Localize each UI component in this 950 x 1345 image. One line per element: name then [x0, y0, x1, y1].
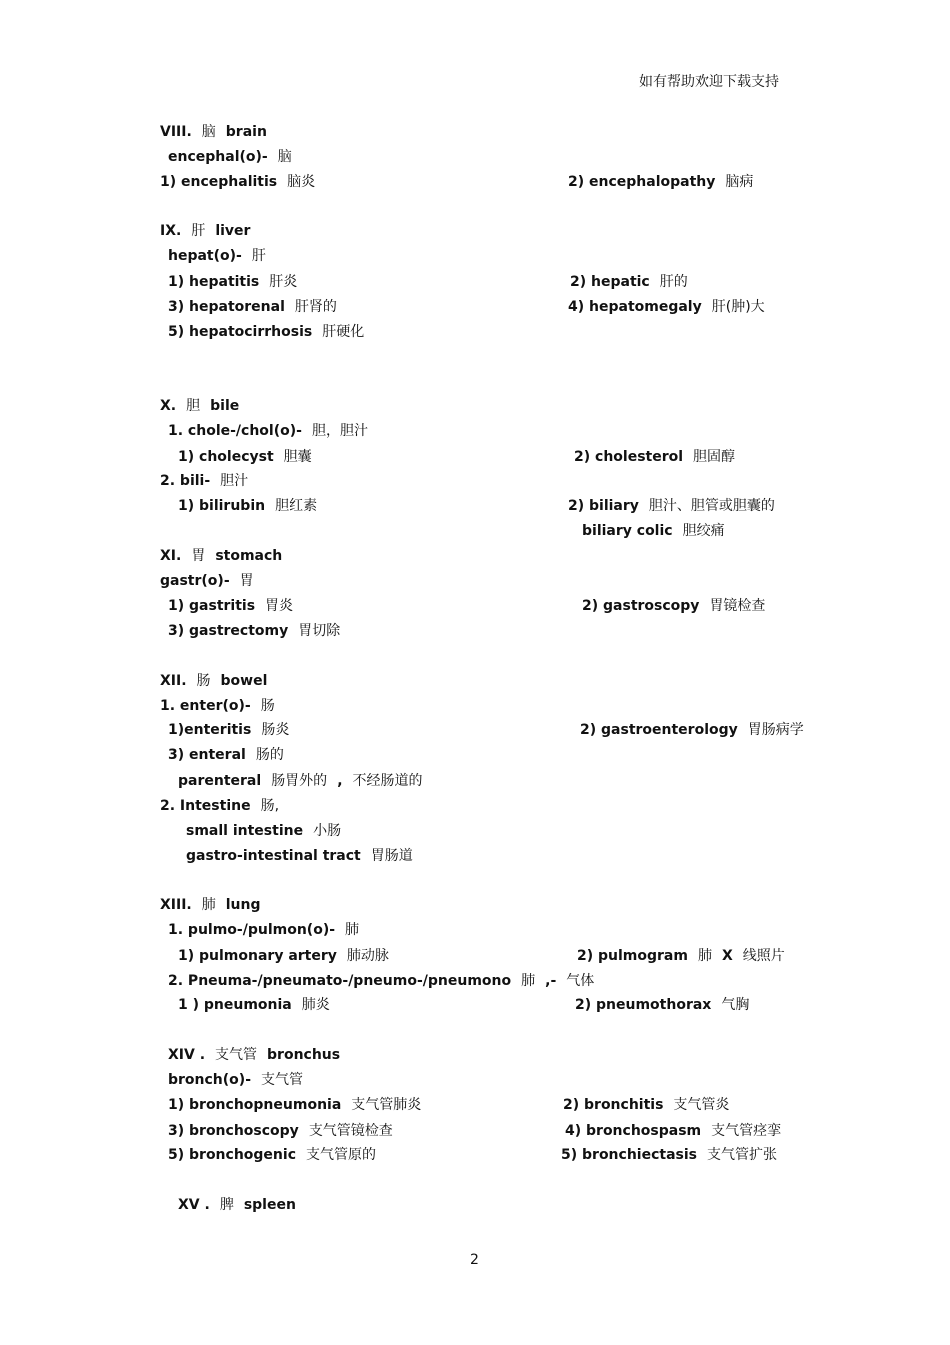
document-line	[565, 1122, 781, 1140]
translation: 支气管	[261, 1072, 304, 1088]
translation: 肠	[260, 698, 275, 714]
term: XIII.	[160, 897, 192, 913]
document-line	[168, 972, 594, 990]
term-extra: lung	[225, 897, 261, 913]
translation: 支气管原的	[306, 1147, 376, 1163]
term: 1. enter(o)-	[160, 698, 251, 714]
translation: 胆囊	[283, 449, 312, 465]
term: 1) encephalitis	[160, 174, 278, 190]
translation: 肠	[196, 673, 211, 689]
translation: 胃肠病学	[747, 722, 804, 738]
translation-extra: 气体	[566, 973, 595, 989]
document-line	[577, 947, 785, 965]
translation: 肺炎	[301, 997, 330, 1013]
term: parenteral	[178, 773, 262, 789]
document-line	[580, 721, 804, 739]
term: 5) bronchiectasis	[561, 1147, 697, 1163]
document-line	[168, 1046, 340, 1064]
term: IX.	[160, 223, 182, 239]
term: 2) pulmogram	[577, 948, 688, 964]
translation-extra: 线照片	[742, 948, 785, 964]
translation: 支气管镜检查	[308, 1123, 393, 1139]
translation: 支气管肺炎	[351, 1097, 422, 1113]
term: 3) enteral	[168, 747, 246, 763]
document-line	[186, 847, 413, 865]
translation: 胃	[239, 573, 254, 589]
document-line	[168, 921, 359, 939]
term: 2) encephalopathy	[568, 174, 716, 190]
translation: 脑炎	[287, 174, 316, 190]
document-line	[582, 522, 725, 540]
document-line	[168, 148, 292, 166]
term: 1. pulmo-/pulmon(o)-	[168, 922, 336, 938]
translation: 脑病	[725, 174, 754, 190]
translation: 肝硬化	[322, 324, 365, 340]
translation: 脾	[219, 1197, 234, 1213]
translation: 胆绞痛	[682, 523, 725, 539]
document-line	[160, 222, 250, 240]
document-line	[582, 597, 765, 615]
translation: 小肠	[313, 823, 342, 839]
translation: 胃炎	[265, 598, 294, 614]
page-number: 2	[470, 1252, 479, 1268]
term: gastro-intestinal tract	[186, 848, 361, 864]
document-line	[168, 247, 266, 265]
term-extra: ,-	[545, 973, 557, 989]
translation: 胆，胆汁	[311, 423, 368, 439]
translation: 胆	[186, 398, 201, 414]
term: 4) bronchospasm	[565, 1123, 702, 1139]
translation: 肠,	[260, 798, 280, 814]
term: 3) bronchoscopy	[168, 1123, 299, 1139]
translation-extra: 不经肠道的	[352, 773, 423, 789]
translation: 胆汁、胆管或胆囊的	[648, 498, 775, 514]
document-line	[178, 996, 330, 1014]
translation: 肠胃外的	[271, 773, 328, 789]
term: 1) pulmonary artery	[178, 948, 337, 964]
term: gastr(o)-	[160, 573, 230, 589]
translation: 肺	[521, 973, 536, 989]
term: 3) gastrectomy	[168, 623, 289, 639]
document-line	[168, 622, 340, 640]
document-line	[168, 1122, 393, 1140]
document-line	[178, 497, 317, 515]
translation: 肺动脉	[346, 948, 389, 964]
document-line	[168, 597, 293, 615]
document-line	[160, 896, 261, 914]
document-line	[575, 996, 749, 1014]
term: 2) bronchitis	[563, 1097, 664, 1113]
term: 1) cholecyst	[178, 449, 274, 465]
document-line	[186, 822, 341, 840]
document-line	[160, 672, 267, 690]
term: bronch(o)-	[168, 1072, 252, 1088]
term: 1)enteritis	[168, 722, 252, 738]
term: 2. bili-	[160, 473, 211, 489]
document-line	[178, 947, 389, 965]
translation: 肝	[251, 248, 266, 264]
document-line	[160, 697, 275, 715]
document-line	[168, 1146, 376, 1164]
term: biliary colic	[582, 523, 673, 539]
term-extra: X	[721, 948, 733, 964]
translation: 胆汁	[220, 473, 249, 489]
document-line	[178, 1196, 296, 1214]
translation: 肝	[191, 223, 206, 239]
document-line	[568, 173, 753, 191]
document-line	[563, 1096, 729, 1114]
document-line	[168, 422, 368, 440]
document-line	[160, 572, 254, 590]
translation: 支气管	[215, 1047, 258, 1063]
translation: 肝(肿)大	[711, 299, 765, 315]
document-line	[160, 547, 282, 565]
translation: 胃切除	[298, 623, 341, 639]
term: 2. Pneuma-/pneumato-/pneumo-/pneumono	[168, 973, 512, 989]
document-line	[160, 397, 239, 415]
document-line	[168, 1096, 421, 1114]
translation: 气胸	[721, 997, 750, 1013]
document-line	[168, 273, 297, 291]
document-line	[178, 448, 312, 466]
term: XI.	[160, 548, 182, 564]
term: 2) cholesterol	[574, 449, 684, 465]
term-extra: brain	[225, 124, 267, 140]
term: X.	[160, 398, 177, 414]
document-line	[168, 1071, 303, 1089]
translation: 肺	[697, 948, 712, 964]
translation: 肠的	[255, 747, 284, 763]
translation: 肝肾的	[294, 299, 337, 315]
term: encephal(o)-	[168, 149, 268, 165]
term: VIII.	[160, 124, 192, 140]
term: small intestine	[186, 823, 304, 839]
translation: 胃肠道	[370, 848, 413, 864]
document-line	[168, 323, 364, 341]
document-line	[574, 448, 735, 466]
term: 1) bilirubin	[178, 498, 266, 514]
translation: 肺	[345, 922, 360, 938]
term: 2) hepatic	[570, 274, 650, 290]
term-extra: bile	[210, 398, 240, 414]
document-line	[160, 173, 315, 191]
term-extra: ,	[337, 773, 343, 789]
term-extra: bowel	[220, 673, 268, 689]
term: 2) biliary	[568, 498, 639, 514]
term-extra: bronchus	[267, 1047, 341, 1063]
term: 1) gastritis	[168, 598, 256, 614]
document-line	[178, 772, 423, 790]
document-line	[568, 497, 775, 515]
translation: 胆红素	[275, 498, 318, 514]
translation: 脑	[201, 124, 216, 140]
term-extra: stomach	[215, 548, 283, 564]
document-line	[168, 746, 284, 764]
term: XIV .	[168, 1047, 206, 1063]
term: 3) hepatorenal	[168, 299, 285, 315]
translation: 支气管炎	[673, 1097, 730, 1113]
document-line	[568, 298, 765, 316]
term: hepat(o)-	[168, 248, 242, 264]
term: 1. chole-/chol(o)-	[168, 423, 302, 439]
document-line	[561, 1146, 777, 1164]
document-line	[160, 472, 248, 490]
term: 4) hepatomegaly	[568, 299, 702, 315]
translation: 肝的	[659, 274, 688, 290]
translation: 支气管扩张	[707, 1147, 777, 1163]
document-line	[168, 298, 337, 316]
translation: 胃	[191, 548, 206, 564]
term: XII.	[160, 673, 187, 689]
document-line	[168, 721, 289, 739]
term-extra: spleen	[243, 1197, 296, 1213]
term: 1 ) pneumonia	[178, 997, 292, 1013]
translation: 脑	[277, 149, 292, 165]
term: 1) hepatitis	[168, 274, 260, 290]
translation: 肝炎	[269, 274, 298, 290]
term-extra: liver	[215, 223, 251, 239]
translation: 胆固醇	[693, 449, 736, 465]
page-header: 如有帮助欢迎下载支持	[639, 74, 779, 90]
translation: 肺	[201, 897, 216, 913]
document-line	[160, 123, 267, 141]
term: 2) gastroscopy	[582, 598, 700, 614]
translation: 胃镜检查	[709, 598, 766, 614]
translation: 肠炎	[261, 722, 290, 738]
term: 2) pneumothorax	[575, 997, 712, 1013]
term: 2. Intestine	[160, 798, 251, 814]
document-line	[160, 797, 279, 815]
term: 5) bronchogenic	[168, 1147, 296, 1163]
term: 2) gastroenterology	[580, 722, 738, 738]
translation: 支气管痉挛	[711, 1123, 782, 1139]
term: XV .	[178, 1197, 210, 1213]
term: 1) bronchopneumonia	[168, 1097, 342, 1113]
document-line	[570, 273, 688, 291]
term: 5) hepatocirrhosis	[168, 324, 313, 340]
